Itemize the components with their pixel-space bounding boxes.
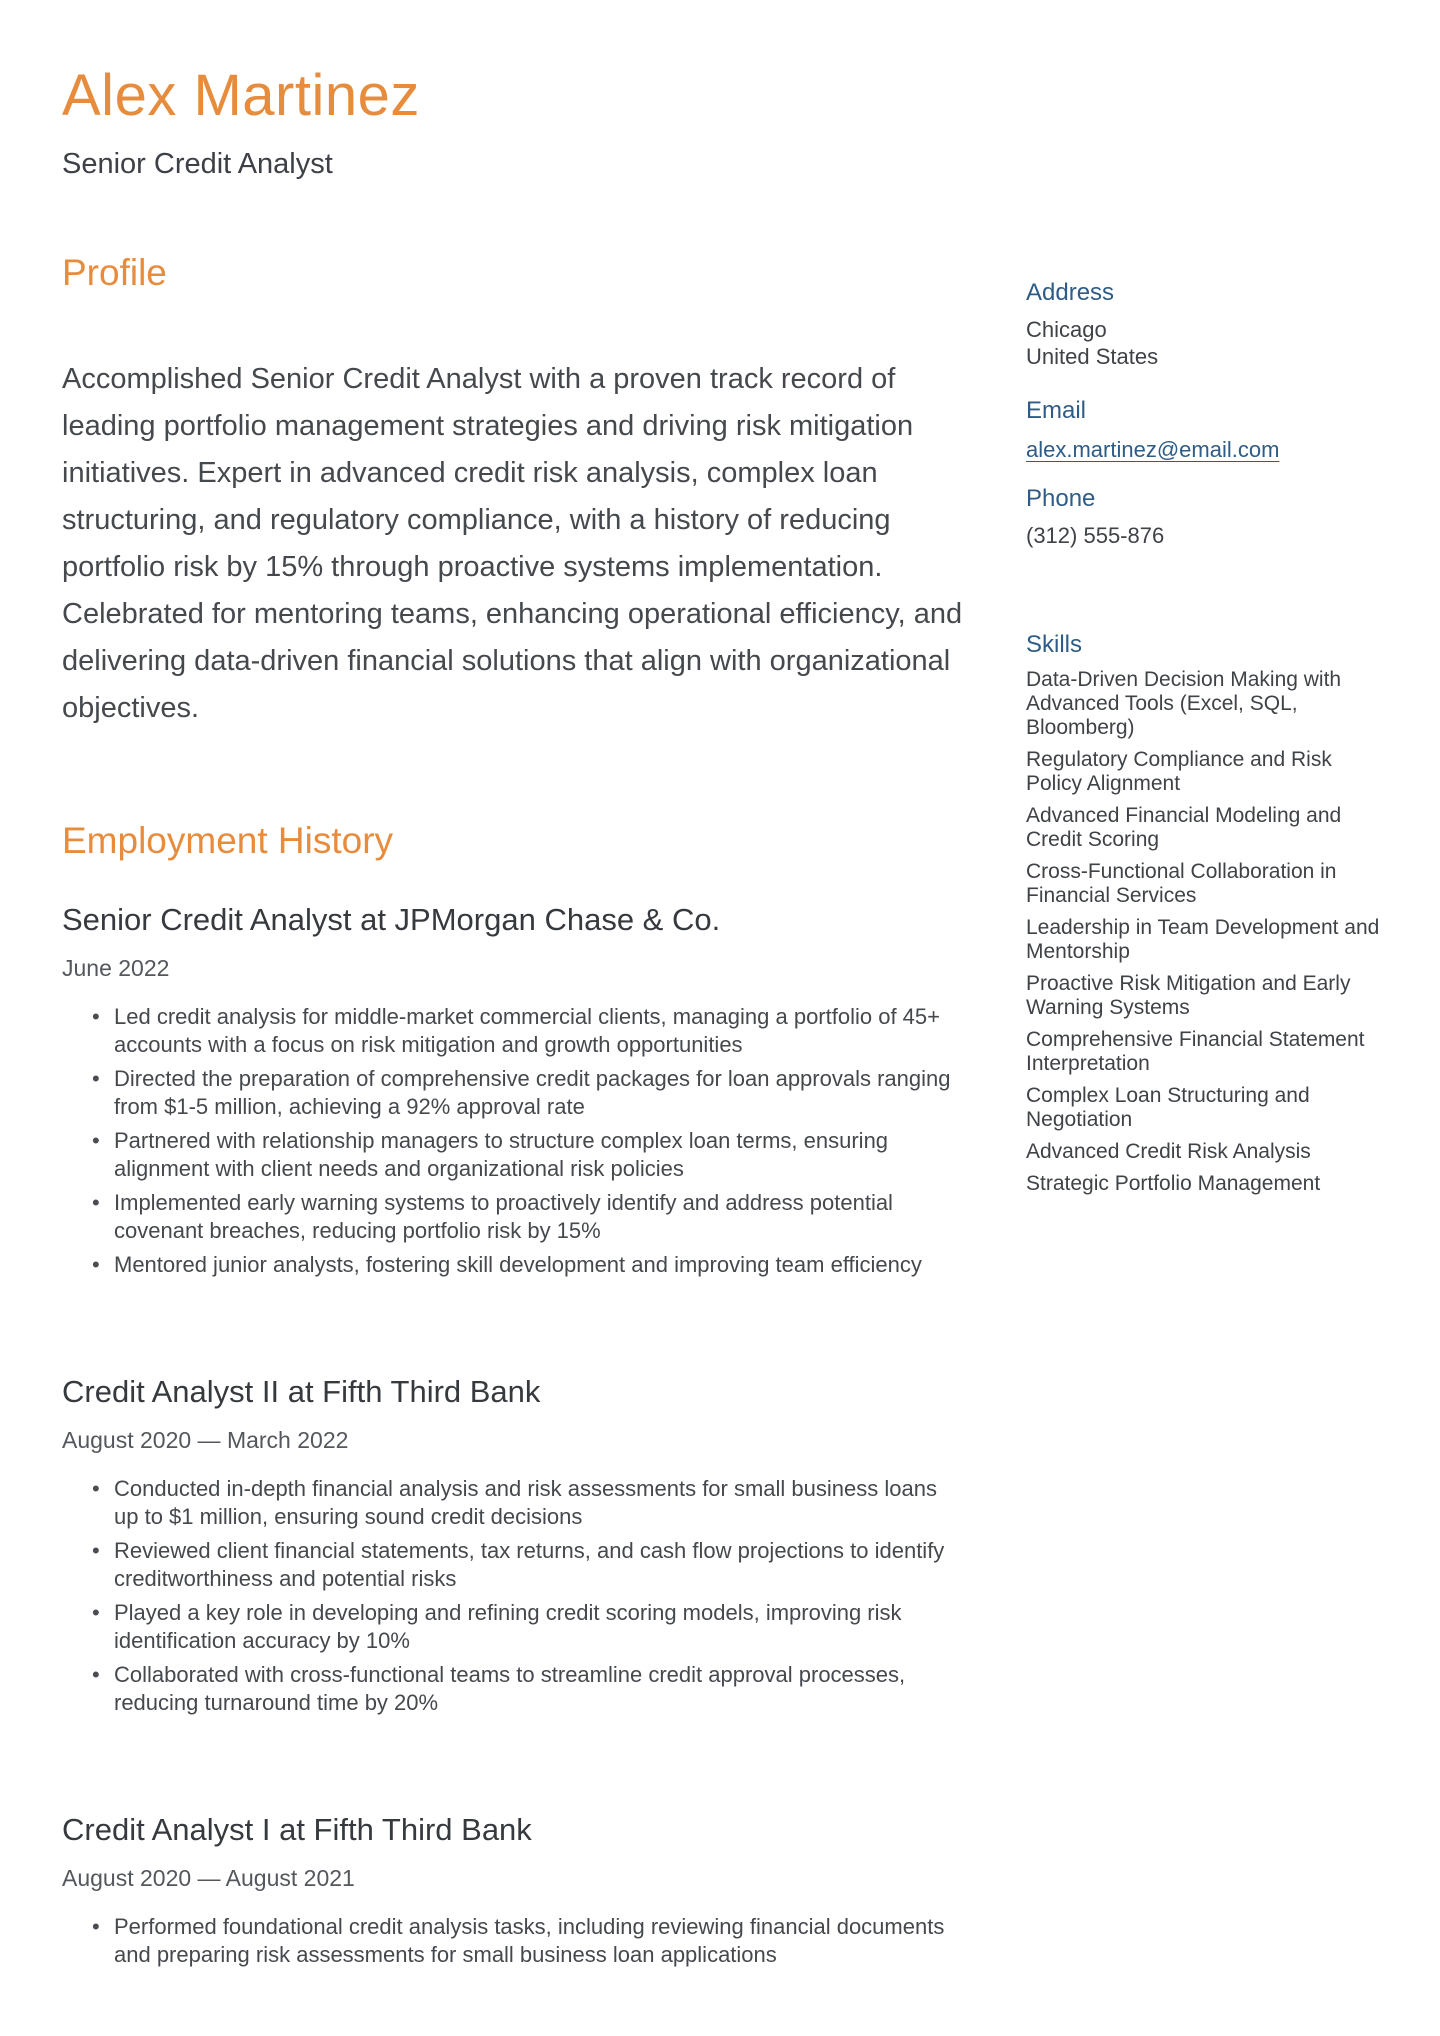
phone-group: [1026, 484, 1381, 550]
skill-item: Data-Driven Decision Making with Advanced Tools (Excel, SQL, Bloomberg): [1026, 668, 1342, 739]
address-heading: Address: [1026, 279, 1115, 306]
email-link[interactable]: alex.martinez@email.com: [1026, 437, 1280, 462]
skill-item: Advanced Financial Modeling and Credit Scoring: [1026, 804, 1342, 851]
address-line: Chicago: [1026, 317, 1107, 342]
skills-heading: Skills: [1026, 631, 1083, 658]
email-heading: Email: [1026, 397, 1087, 424]
job-entry: [62, 1809, 977, 1969]
job-bullet: • Conducted in-depth financial analysis and risk assessments for small business loans up to $1 million, ensuring sound credit decisions: [92, 1475, 962, 1531]
phone-heading: Phone: [1026, 485, 1096, 512]
skill-item: Strategic Portfolio Management: [1026, 1172, 1321, 1195]
main-column: [62, 64, 977, 1969]
job-dates: August 2020 — March 2022: [62, 1427, 349, 1453]
skills-group: [1026, 630, 1381, 1196]
job-bullet: • Reviewed client financial statements, tax returns, and cash flow projections to identify creditworthiness and potential risks: [92, 1537, 962, 1593]
job-bullet-list: [62, 1913, 977, 1969]
address-lines: [1026, 316, 1381, 370]
job-dates: August 2020 — August 2021: [62, 1865, 355, 1891]
job-bullet-list: [62, 1003, 977, 1279]
contact-sidebar: [1026, 278, 1381, 1204]
email-group: [1026, 396, 1381, 464]
profile-section-heading: Profile: [62, 252, 167, 293]
job-title: Credit Analyst II at Fifth Third Bank: [62, 1374, 541, 1409]
job-bullet: • Performed foundational credit analysis tasks, including reviewing financial documents and preparing risk assessments for small business loan applications: [92, 1913, 962, 1969]
job-bullet: • Implemented early warning systems to proactively identify and address potential covenant breaches, reducing portfolio risk by 15%: [92, 1189, 962, 1245]
job-bullet: • Played a key role in developing and refining credit scoring models, improving risk identification accuracy by 10%: [92, 1599, 962, 1655]
skill-item: Proactive Risk Mitigation and Early Warning Systems: [1026, 972, 1351, 1019]
job-entry: [62, 899, 977, 1279]
job-bullet-list: [62, 1475, 977, 1717]
skill-item: Cross-Functional Collaboration in Financial Services: [1026, 860, 1337, 907]
address-group: [1026, 278, 1381, 370]
job-title: Credit Analyst I at Fifth Third Bank: [62, 1812, 532, 1847]
phone-value: (312) 555-876: [1026, 523, 1165, 548]
job-bullet: • Led credit analysis for middle-market commercial clients, managing a portfolio of 45+ accounts with a focus on risk mitigation and growth opportunities: [92, 1003, 962, 1059]
employment-section-heading: Employment History: [62, 820, 394, 861]
skill-item: Comprehensive Financial Statement Interpretation: [1026, 1028, 1365, 1075]
job-bullet: • Directed the preparation of comprehensive credit packages for loan approvals ranging from $1-5 million, achieving a 92% approval rate: [92, 1065, 962, 1121]
skills-list: [1026, 668, 1381, 1196]
skill-item: Advanced Credit Risk Analysis: [1026, 1140, 1311, 1163]
job-bullet: • Partnered with relationship managers to structure complex loan terms, ensuring alignment with client needs and organizational risk policies: [92, 1127, 962, 1183]
job-entry: [62, 1371, 977, 1717]
job-dates: June 2022: [62, 955, 170, 981]
skill-item: Complex Loan Structuring and Negotiation: [1026, 1084, 1310, 1131]
job-title: Senior Credit Analyst at JPMorgan Chase & Co.: [62, 902, 721, 937]
skill-item: Leadership in Team Development and Mentorship: [1026, 916, 1380, 963]
person-name: Alex Martinez: [62, 63, 420, 128]
job-bullet: • Mentored junior analysts, fostering skill development and improving team efficiency: [92, 1251, 962, 1279]
employment-history-list: [62, 899, 977, 1969]
job-bullet: • Collaborated with cross-functional teams to streamline credit approval processes, reducing turnaround time by 20%: [92, 1661, 962, 1717]
address-line: United States: [1026, 344, 1159, 369]
person-job-title: Senior Credit Analyst: [62, 148, 333, 180]
skill-item: Regulatory Compliance and Risk Policy Alignment: [1026, 748, 1332, 795]
profile-summary-text: Accomplished Senior Credit Analyst with a proven track record of leading portfolio management strategies and driving risk mitigation initiatives. Expert in advanced credit risk analysis, complex loan structuring, and regulatory compliance, with a history of reducing portfolio risk by 15% through proactive systems implementation. Celebrated for mentoring teams, enhancing operational efficiency, and delivering data-driven financial solutions that align with organizational objectives.: [62, 363, 963, 724]
